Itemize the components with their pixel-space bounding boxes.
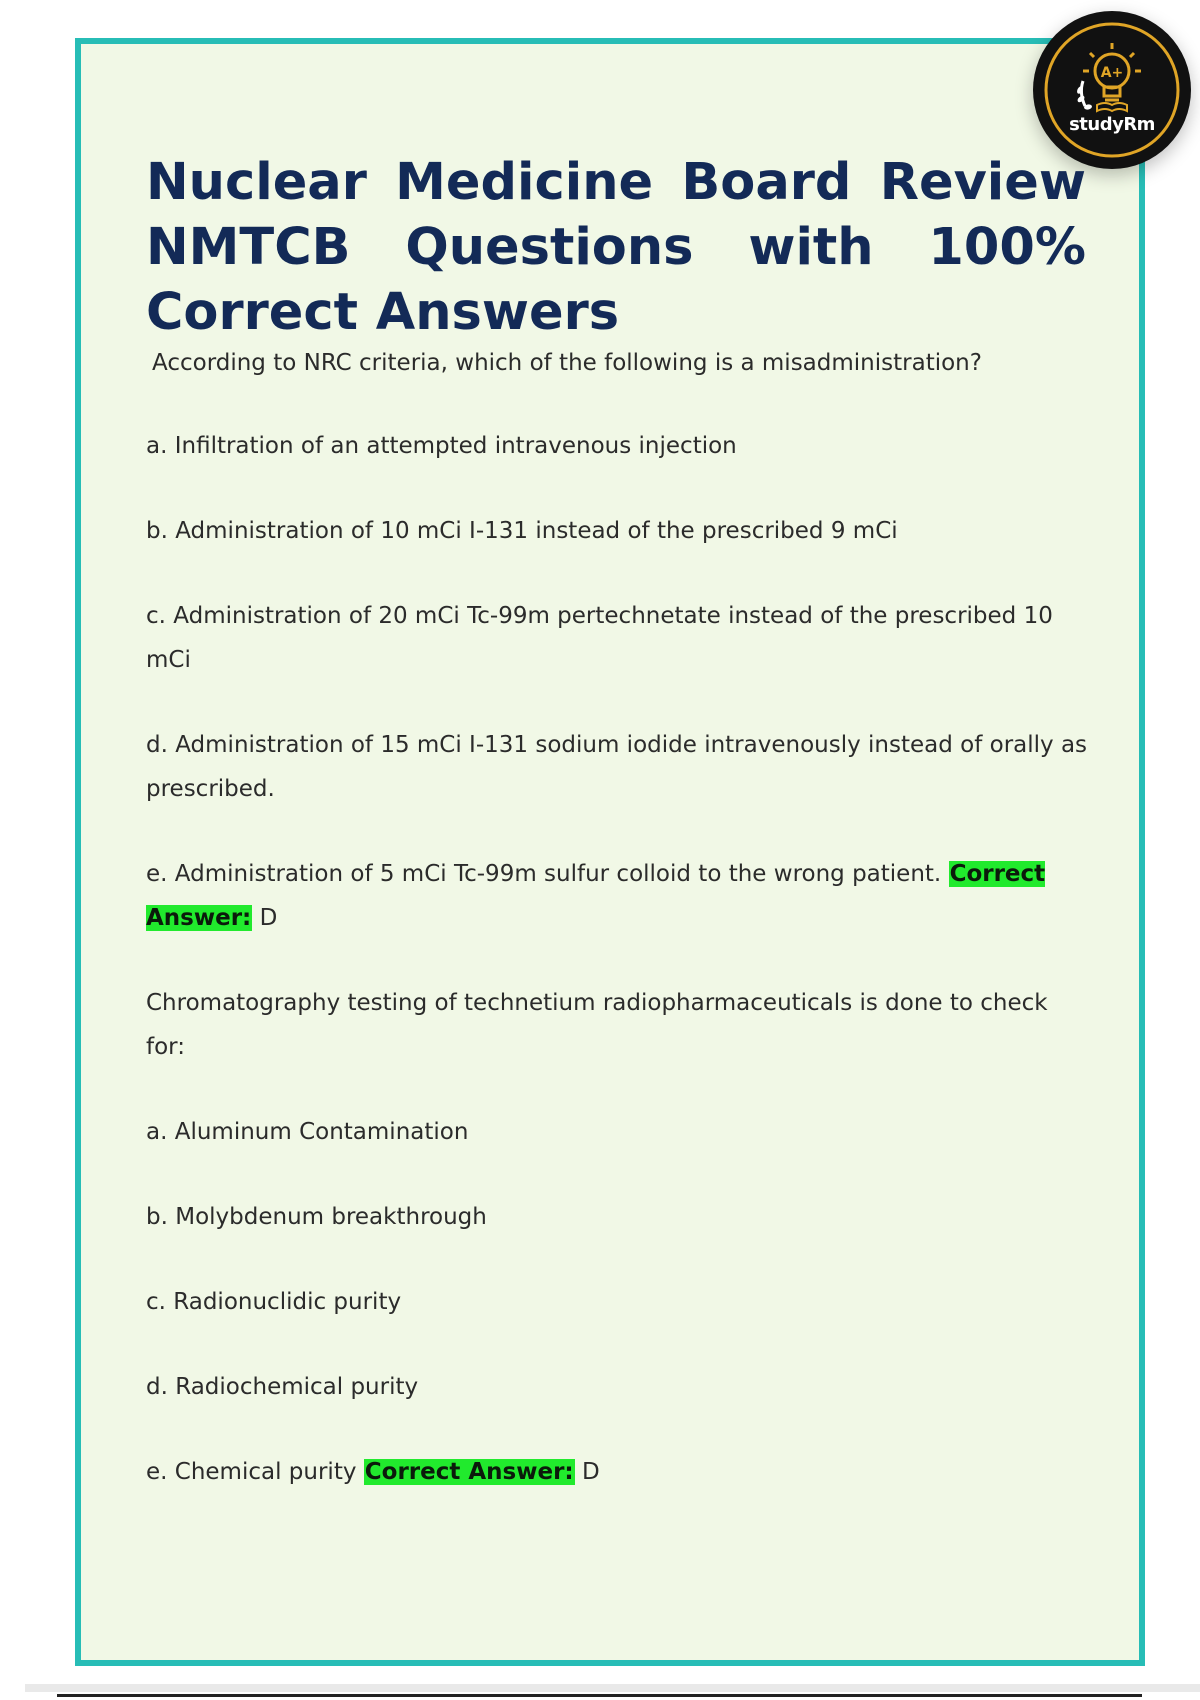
question-2-text: Chromatography testing of technetium radiopharmaceuticals is done to check for: — [146, 990, 1048, 1060]
logo-text: studyRm — [1069, 114, 1155, 135]
correct-answer-value: D — [581, 1459, 600, 1485]
question-1-option-e: e. Administration of 5 mCi Tc-99m sulfur colloid to the wrong patient. — [146, 861, 942, 887]
footer-line — [57, 1694, 1142, 1697]
question-1-option-b: b. Administration of 10 mCi I-131 instead of the prescribed 9 mCi — [146, 518, 898, 544]
question-1-option-c: c. Administration of 20 mCi Tc-99m pertechnetate instead of the prescribed 10 mCi — [146, 603, 1053, 673]
question-2-option-e: e. Chemical purity — [146, 1459, 357, 1485]
question-2-option-e-with-answer — [146, 1450, 1091, 1494]
correct-answer-value: D — [259, 905, 278, 931]
question-1-option-a: a. Infiltration of an attempted intravenous injection — [146, 433, 737, 459]
correct-answer-label: Correct Answer: — [146, 861, 1046, 931]
footer-bar — [25, 1684, 1200, 1692]
question-2-option-d: d. Radiochemical purity — [146, 1374, 419, 1400]
question-1-text: According to NRC criteria, which of the following is a misadministration? — [152, 350, 982, 376]
correct-answer-label: Correct Answer: — [364, 1459, 574, 1485]
question-2-option-a: a. Aluminum Contamination — [146, 1119, 469, 1145]
lightbulb-badge-icon — [1033, 11, 1191, 169]
question-1-option-d: d. Administration of 15 mCi I-131 sodium iodide intravenously instead of orally as prescribed. — [146, 732, 1088, 802]
question-2-option-c: c. Radionuclidic purity — [146, 1289, 402, 1315]
document-title: Nuclear Medicine Board Review NMTCB Questions with 100% Correct Answers — [146, 153, 1086, 342]
document-content — [146, 350, 1091, 1535]
question-2-option-b: b. Molybdenum breakthrough — [146, 1204, 487, 1230]
logo-badge-text: A+ — [1100, 65, 1124, 81]
studyrm-logo — [1033, 11, 1191, 169]
question-1-option-e-with-answer — [146, 852, 1091, 940]
